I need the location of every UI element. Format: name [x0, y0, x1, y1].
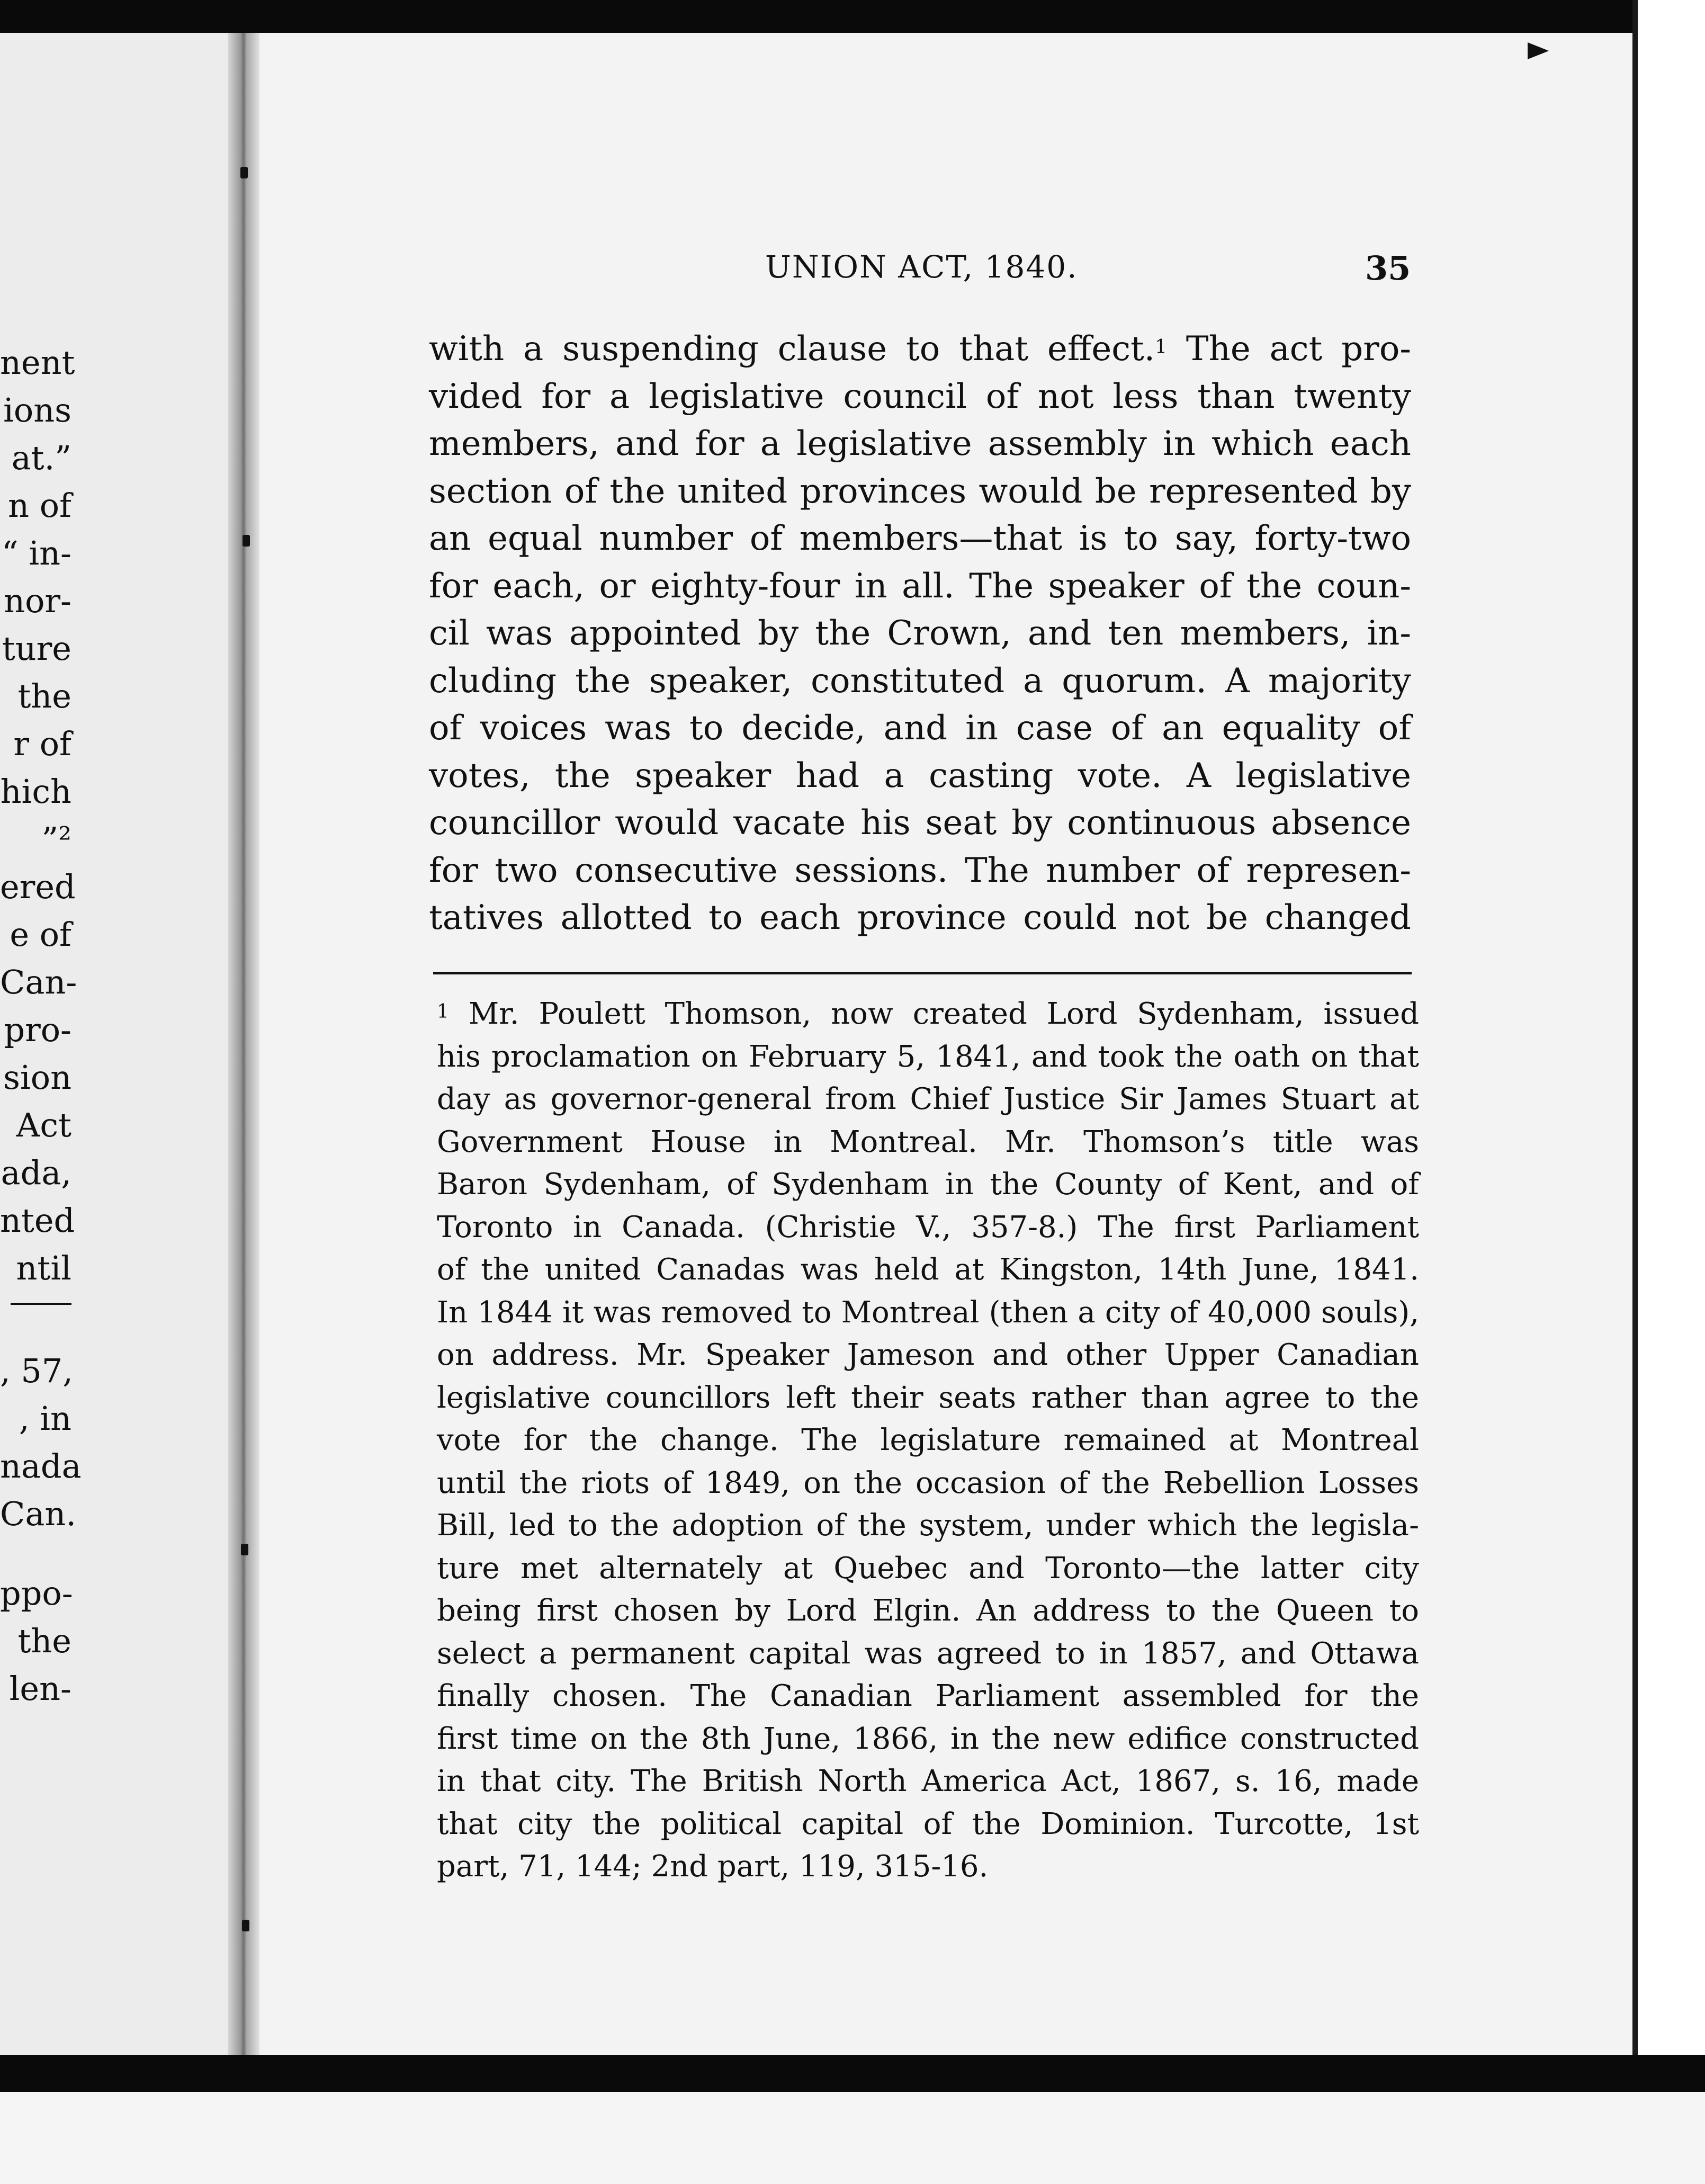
- footnote-rule: [433, 972, 1412, 974]
- footnote-line: that city the political capital of the Dominion. Turcotte, 1st: [437, 1806, 1419, 1841]
- footnote-line: ture met alternately at Quebec and Toronto—the latter city: [437, 1551, 1419, 1586]
- footnote-line: being first chosen by Lord Elgin. An address to the Queen to: [437, 1594, 1419, 1628]
- body-line: votes, the speaker had a casting vote. A legislative: [429, 756, 1411, 795]
- footnote-line: day as governor-general from Chief Justice Sir James Stuart at: [437, 1082, 1419, 1116]
- bottom-scan-border: [0, 2055, 1705, 2092]
- gutter-mark-icon: [240, 167, 248, 178]
- body-line: section of the united provinces would be represented by: [429, 471, 1411, 511]
- footnote-line: vote for the change. The legislature remained at Montreal: [437, 1423, 1419, 1457]
- bottom-margin: [0, 2092, 1705, 2184]
- right-scan-border: [1632, 0, 1638, 2055]
- body-line: an equal number of members—that is to say, forty-two: [429, 519, 1411, 558]
- body-line: tatives allotted to each province could not be changed: [429, 898, 1411, 937]
- body-line: cil was appointed by the Crown, and ten members, in-: [429, 614, 1411, 653]
- footnote-line: part, 71, 144; 2nd part, 119, 315-16.: [437, 1849, 989, 1884]
- body-line: of voices was to decide, and in case of an equality of: [429, 709, 1411, 748]
- body-text: [429, 326, 1411, 942]
- body-line: for two consecutive sessions. The number of represen-: [429, 851, 1411, 890]
- body-line: for each, or eighty-four in all. The speaker of the coun-: [429, 566, 1411, 606]
- footnote-line: Bill, led to the adoption of the system, under which the legisla-: [437, 1508, 1419, 1543]
- body-line: councillor would vacate his seat by continuous absence: [429, 803, 1411, 843]
- footnote-line: legislative councillors left their seats rather than agree to the: [437, 1380, 1419, 1415]
- footnote: [437, 993, 1419, 1888]
- facing-page-rule: [11, 1303, 71, 1305]
- body-line: vided for a legislative council of not less than twenty: [429, 377, 1411, 416]
- right-margin: [1634, 0, 1705, 2055]
- corner-mark-icon: [1528, 42, 1549, 59]
- gutter-mark-icon: [243, 535, 250, 547]
- footnote-line: Toronto in Canada. (Christie V., 357-8.) The first Parliament: [437, 1210, 1419, 1245]
- body-line: with a suspending clause to that effect.$^1$ The act pro-: [429, 329, 1412, 369]
- footnote-line: on address. Mr. Speaker Jameson and other Upper Canadian: [437, 1338, 1419, 1372]
- footnote-line: in that city. The British North America Act, 1867, s. 16, made: [437, 1764, 1419, 1798]
- page-number: 35: [1365, 249, 1411, 288]
- footnote-line: In 1844 it was removed to Montreal (then a city of 40,000 souls),: [437, 1295, 1419, 1330]
- footnote-line: first time on the 8th June, 1866, in the new edifice constructed: [437, 1721, 1419, 1756]
- body-line: members, and for a legislative assembly in which each: [429, 424, 1411, 463]
- running-head: UNION ACT, 1840.: [765, 249, 1078, 285]
- footnote-line: $^1$ Mr. Poulett Thomson, now created Lord Sydenham, issued: [437, 997, 1419, 1031]
- book-gutter: [228, 33, 259, 2055]
- footnote-line: finally chosen. The Canadian Parliament assembled for the: [437, 1679, 1419, 1713]
- footnote-line: until the riots of 1849, on the occasion of the Rebellion Losses: [437, 1465, 1419, 1500]
- gutter-mark-icon: [241, 1544, 248, 1555]
- footnote-line: of the united Canadas was held at Kingston, 14th June, 1841.: [437, 1252, 1419, 1287]
- footnote-line: select a permanent capital was agreed to in 1857, and Ottawa: [437, 1636, 1419, 1671]
- footnote-line: Government House in Montreal. Mr. Thomson’s title was: [437, 1124, 1419, 1159]
- body-line: cluding the speaker, constituted a quorum. A majority: [429, 661, 1411, 701]
- top-scan-border: [0, 0, 1634, 33]
- gutter-mark-icon: [242, 1920, 249, 1931]
- footnote-line: his proclamation on February 5, 1841, and took the oath on that: [437, 1039, 1419, 1074]
- footnote-line: Baron Sydenham, of Sydenham in the County of Kent, and of: [437, 1167, 1419, 1202]
- facing-page-text: nent ions at.” n of “ in- nor- ture the r of hich ”² ered e of Can- pro- sion Act ada, nted ntil , 57, , in nada Can. ppo- the len-: [0, 343, 82, 1708]
